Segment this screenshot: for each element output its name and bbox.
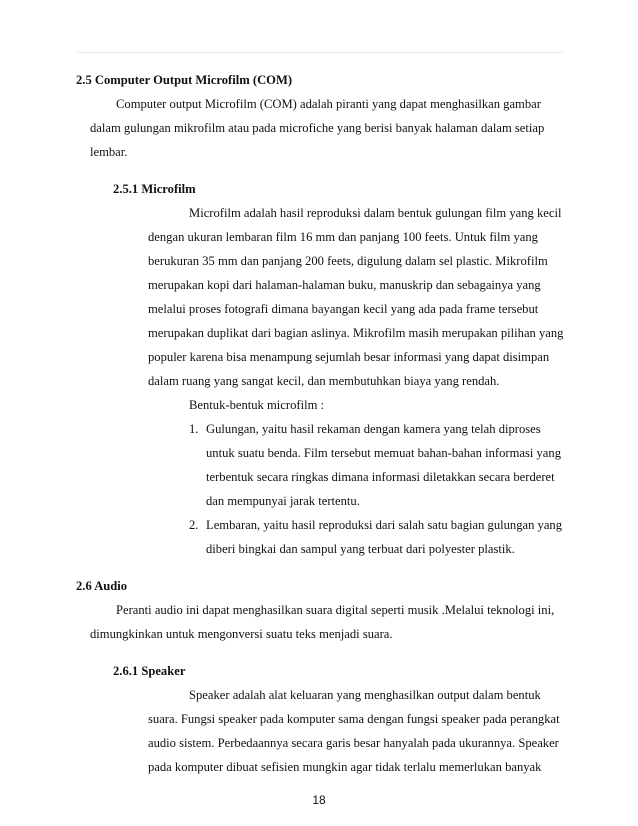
page-number: 18 bbox=[312, 793, 326, 807]
paragraph-line: Speaker adalah alat keluaran yang menghasilkan output dalam bentuk bbox=[189, 688, 541, 702]
list-item-line: Lembaran, yaitu hasil reproduksi dari salah satu bagian gulungan yang bbox=[206, 518, 563, 532]
paragraph-line: suara. Fungsi speaker pada komputer sama dengan fungsi speaker pada perangkat bbox=[148, 712, 560, 726]
list-item-line: terbentuk secara ringkas dimana informasi diletakkan secara berderet bbox=[206, 470, 555, 484]
paragraph-line: Peranti audio ini dapat menghasilkan suara digital seperti musik .Melalui teknologi ini, bbox=[116, 603, 555, 617]
header-divider bbox=[76, 52, 564, 53]
paragraph-line: dalam gulungan mikrofilm atau pada microfiche yang berisi banyak halaman dalam setiap bbox=[90, 121, 545, 135]
subsection-heading-2-5-1: 2.5.1 Microfilm bbox=[113, 182, 196, 196]
list-item-line: dan mempunyai jarak tertentu. bbox=[206, 494, 360, 508]
list-number: 2. bbox=[189, 518, 199, 532]
paragraph-line: populer karena bisa menampung sejumlah besar informasi yang dapat disimpan bbox=[148, 350, 550, 364]
paragraph-line: merupakan kopi dari halaman-halaman buku, manuskrip dan sebagainya yang bbox=[148, 278, 541, 292]
paragraph-line: audio sistem. Perbedaannya secara garis besar hanyalah pada ukurannya. Speaker bbox=[148, 736, 559, 750]
paragraph-line: berukuran 35 mm dan panjang 200 feets, digulung dalam sel plastic. Mikrofilm bbox=[148, 254, 548, 268]
paragraph-line: dengan ukuran lembaran film 16 mm dan panjang 100 feets. Untuk film yang bbox=[148, 230, 538, 244]
forms-label: Bentuk-bentuk microfilm : bbox=[189, 398, 325, 412]
paragraph-line: dalam ruang yang sangat kecil, dan membutuhkan biaya yang rendah. bbox=[148, 374, 500, 388]
list-item-line: untuk suatu benda. Film tersebut memuat bahan-bahan informasi yang bbox=[206, 446, 561, 460]
list-item-line: Gulungan, yaitu hasil rekaman dengan kamera yang telah diproses bbox=[206, 422, 541, 436]
paragraph-line: Microfilm adalah hasil reproduksi dalam bentuk gulungan film yang kecil bbox=[189, 206, 562, 220]
paragraph-line: pada komputer dibuat sefisien mungkin agar tidak terlalu memerlukan banyak bbox=[148, 760, 542, 774]
paragraph-line: Computer output Microfilm (COM) adalah piranti yang dapat menghasilkan gambar bbox=[116, 97, 541, 111]
paragraph-line: melalui proses fotografi dimana bayangan kecil yang ada pada frame tersebut bbox=[148, 302, 539, 316]
subsection-heading-2-6-1: 2.6.1 Speaker bbox=[113, 664, 186, 678]
list-item-line: diberi bingkai dan sampul yang terbuat dari polyester plastik. bbox=[206, 542, 515, 556]
section-heading-2-5: 2.5 Computer Output Microfilm (COM) bbox=[76, 73, 293, 87]
paragraph-line: merupakan duplikat dari bagian aslinya. Mikrofilm masih merupakan pilihan yang bbox=[148, 326, 564, 340]
section-heading-2-6: 2.6 Audio bbox=[76, 579, 128, 593]
paragraph-line: lembar. bbox=[90, 145, 128, 159]
paragraph-line: dimungkinkan untuk mengonversi suatu teks menjadi suara. bbox=[90, 627, 393, 641]
list-number: 1. bbox=[189, 422, 199, 436]
